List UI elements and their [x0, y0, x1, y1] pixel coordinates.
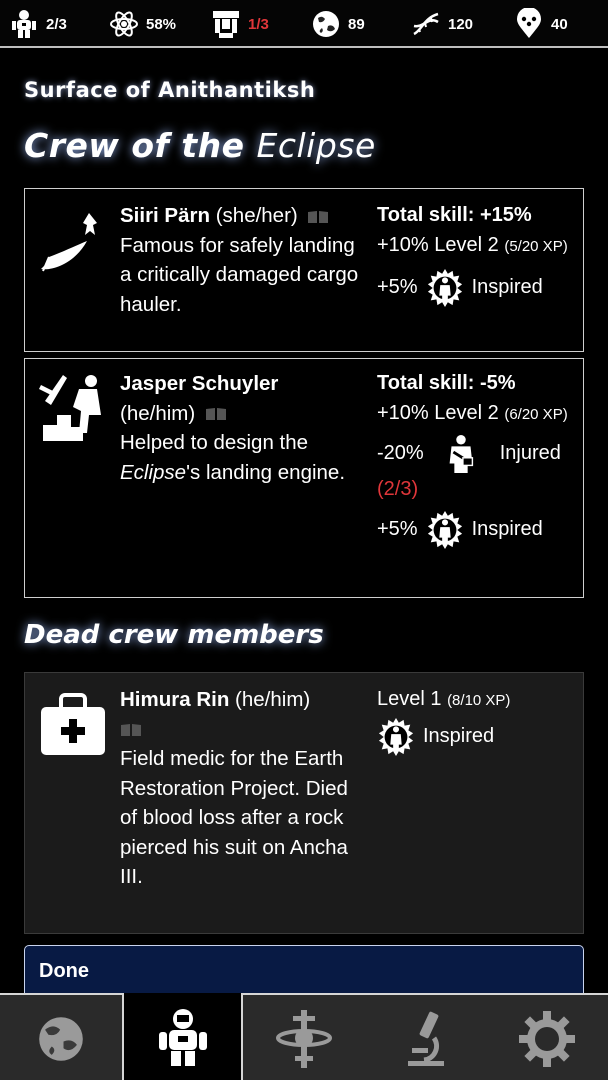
- resource-crew[interactable]: [8, 10, 67, 38]
- resource-planet-value: 89: [348, 15, 365, 33]
- resource-planet[interactable]: [310, 10, 365, 38]
- xp-text: (6/20 XP): [504, 405, 568, 423]
- crew-pronouns: (she/her): [210, 204, 298, 227]
- engineer-icon: [39, 371, 109, 441]
- planet-icon: [310, 8, 342, 40]
- resource-dna-value: 120: [448, 15, 474, 33]
- feather-rocket-icon: [39, 211, 109, 281]
- location-title: Surface of Anithantiksh: [24, 78, 316, 102]
- crew-pronouns: (he/him): [120, 401, 196, 425]
- crew-bio-pre: Helped to design the: [120, 431, 309, 454]
- map-pin-icon: [513, 8, 545, 40]
- xp-text: (5/20 XP): [504, 237, 568, 255]
- modifier-pct: +5%: [377, 517, 418, 540]
- resource-pin-value: 40: [551, 15, 568, 33]
- xp-text: (8/10 XP): [447, 692, 511, 709]
- resource-atom[interactable]: [108, 10, 176, 38]
- inspired-icon: [377, 716, 415, 758]
- crew-info: [120, 369, 370, 487]
- crew-name: Himura Rin: [120, 688, 230, 711]
- hull-icon: [210, 8, 242, 40]
- crew-bio: Famous for safely landing a critically damaged cargo hauler.: [120, 233, 359, 316]
- bottom-nav: [0, 993, 608, 1080]
- resource-hull-value: 1/3: [248, 15, 269, 33]
- level-line: [377, 399, 577, 430]
- atom-icon: [108, 8, 140, 40]
- modifier-inspired: [377, 267, 577, 309]
- crew-pronouns: (he/him): [229, 688, 311, 711]
- dna-icon: [410, 8, 442, 40]
- station-tab-icon: [273, 1008, 335, 1070]
- crew-stats: [377, 685, 577, 758]
- crew-bio: [120, 431, 345, 484]
- crew-bio-ship: Eclipse: [120, 460, 187, 484]
- crew-card-jasper: [24, 358, 584, 598]
- modifier-label: Inspired: [423, 724, 495, 747]
- modifier-label: Inspired: [471, 517, 543, 540]
- planet-tab-icon: [35, 1013, 87, 1065]
- crew-icon: [8, 8, 40, 40]
- crew-stats: [377, 369, 577, 551]
- injured-icon: [442, 433, 480, 475]
- modifier-pct: -20%: [377, 442, 424, 465]
- level-text: +10% Level 2: [377, 233, 499, 256]
- total-skill: Total skill: +15%: [377, 204, 532, 226]
- medkit-icon: [39, 693, 107, 757]
- resource-crew-value: 2/3: [46, 15, 67, 33]
- resource-dna[interactable]: [410, 10, 473, 38]
- book-icon[interactable]: [205, 407, 227, 421]
- crew-tab-icon: [152, 1007, 214, 1069]
- injury-count: (2/3): [377, 478, 419, 500]
- tab-research[interactable]: [364, 995, 485, 1080]
- settings-tab-icon: [516, 1008, 578, 1070]
- crew-bio: Field medic for the Earth Restoration Project. Died of blood loss after a rock pierced his suit on Ancha III.: [120, 747, 348, 888]
- dead-crew-card-himura: [24, 672, 584, 934]
- resource-bar: [0, 0, 608, 48]
- modifier-inspired: [377, 716, 577, 758]
- modifier-inspired: [377, 509, 577, 551]
- level-line: [377, 231, 577, 262]
- microscope-tab-icon: [394, 1008, 456, 1070]
- inspired-icon: [426, 267, 464, 309]
- tab-settings[interactable]: [486, 995, 607, 1080]
- book-icon[interactable]: [307, 210, 329, 224]
- level-text: Level 1: [377, 688, 442, 710]
- done-button[interactable]: Done: [24, 945, 584, 1005]
- dead-crew-title: Dead crew members: [24, 620, 324, 650]
- resource-atom-value: 58%: [146, 15, 177, 33]
- crew-title: [24, 126, 376, 165]
- crew-info: [120, 201, 370, 319]
- modifier-label: Inspired: [471, 276, 543, 299]
- book-icon[interactable]: [120, 723, 142, 737]
- modifier-label: Injured: [499, 442, 561, 465]
- tab-station[interactable]: [243, 995, 364, 1080]
- resource-pin[interactable]: [513, 10, 568, 38]
- crew-stats: [377, 201, 577, 309]
- modifier-pct: +5%: [377, 276, 418, 299]
- crew-bio-post: 's landing engine.: [186, 460, 346, 484]
- crew-info: [120, 685, 370, 892]
- inspired-icon: [426, 509, 464, 551]
- crew-title-prefix: Crew of the: [24, 126, 257, 165]
- crew-name: Jasper Schuyler: [120, 372, 279, 395]
- tab-planet[interactable]: [0, 995, 121, 1080]
- crew-name: Siiri Pärn: [120, 204, 211, 227]
- level-text: +10% Level 2: [377, 401, 499, 424]
- tab-crew[interactable]: [122, 993, 243, 1080]
- crew-card-siiri: [24, 188, 584, 352]
- resource-hull[interactable]: [210, 10, 269, 38]
- modifier-injured: [377, 433, 577, 475]
- total-skill: Total skill: -5%: [377, 372, 516, 394]
- level-line: [377, 685, 577, 716]
- crew-title-ship: Eclipse: [256, 126, 376, 165]
